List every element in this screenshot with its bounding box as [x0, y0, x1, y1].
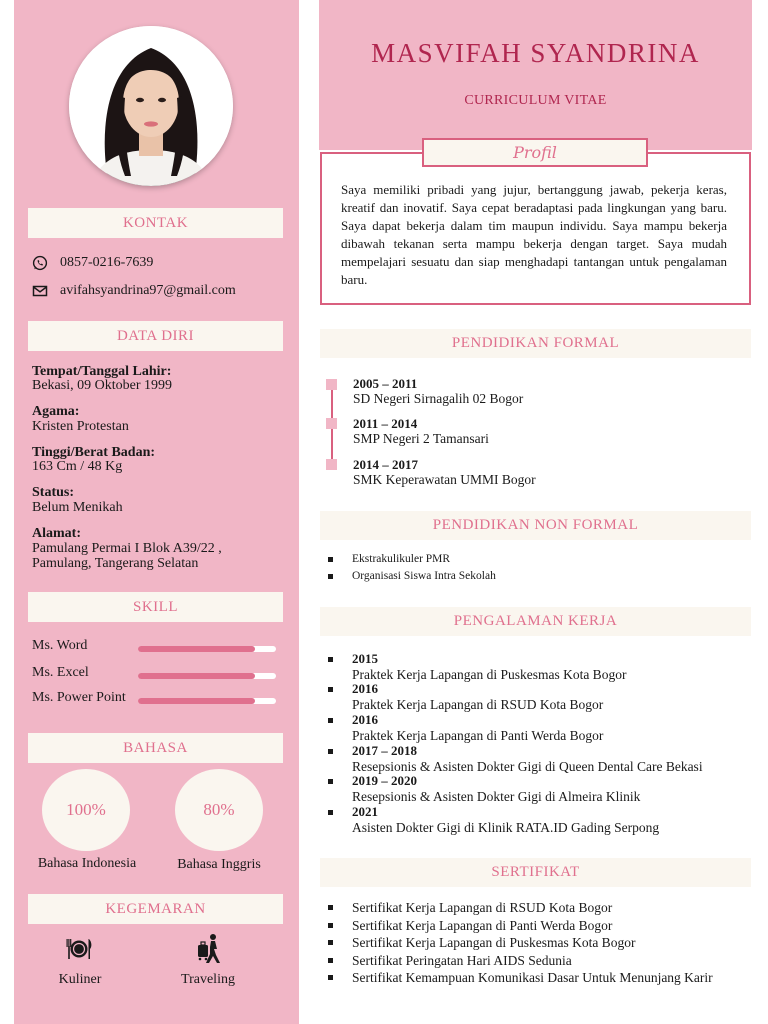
- skill-name-powerpoint: Ms. Power Point: [32, 690, 126, 705]
- height-weight-label: Tinggi/Berat Badan:: [32, 445, 156, 460]
- work-year: 2019 – 2020: [352, 773, 417, 788]
- language-name-english: Bahasa Inggris: [177, 857, 261, 872]
- whatsapp-icon: [32, 255, 48, 271]
- work-item: [328, 773, 748, 804]
- phone-number: 0857-0216-7639: [60, 255, 154, 270]
- status-label: Status:: [32, 485, 75, 500]
- bahasa-heading: BAHASA: [28, 733, 283, 763]
- work-item: [328, 712, 748, 743]
- education-years: 2014 – 2017: [353, 457, 418, 472]
- education-school: SMK Keperawatan UMMI Bogor: [353, 472, 536, 487]
- hobby-name-kuliner: Kuliner: [58, 972, 102, 987]
- address-label: Alamat:: [32, 526, 81, 541]
- kegemaran-heading: KEGEMARAN: [28, 894, 283, 924]
- work-description: Praktek Kerja Lapangan di RSUD Kota Bogor: [352, 696, 604, 712]
- bullet: [328, 779, 333, 784]
- list-item: Sertifikat Kerja Lapangan di Panti Werda Bogor: [328, 917, 713, 935]
- work-item: [328, 743, 748, 774]
- skill-bar-word: [138, 646, 276, 652]
- skill-bar-powerpoint: [138, 698, 276, 704]
- work-year: 2017 – 2018: [352, 743, 417, 758]
- bullet: [328, 810, 333, 815]
- birth-label: Tempat/Tanggal Lahir:: [32, 364, 172, 379]
- status-value: Belum Menikah: [32, 500, 123, 515]
- list-item: Sertifikat Kerja Lapangan di RSUD Kota Bogor: [328, 899, 713, 917]
- data-diri-heading: DATA DIRI: [28, 321, 283, 351]
- height-weight-value: 163 Cm / 48 Kg: [32, 459, 123, 474]
- work-item: [328, 681, 748, 712]
- list-item: Organisasi Siswa Intra Sekolah: [328, 568, 496, 585]
- religion-label: Agama:: [32, 404, 80, 419]
- bullet: [328, 718, 333, 723]
- email-row: [32, 283, 236, 299]
- skill-fill: [138, 646, 255, 652]
- skill-bar-excel: [138, 673, 276, 679]
- header-band: [319, 0, 752, 150]
- work-description: Resepsionis & Asisten Dokter Gigi di Almeira Klinik: [352, 788, 641, 804]
- person-name: MASVIFAH SYANDRINA: [371, 38, 700, 68]
- timeline-dot: [326, 379, 337, 390]
- sertifikat-heading: SERTIFIKAT: [320, 858, 751, 887]
- pendidikan-formal-heading: PENDIDIKAN FORMAL: [320, 329, 751, 358]
- skill-fill: [138, 698, 255, 704]
- work-year: 2015: [352, 651, 378, 666]
- skill-heading: SKILL: [28, 592, 283, 622]
- mail-icon: [32, 283, 48, 299]
- profil-text: Saya memiliki pribadi yang jujur, bertanggung jawab, pekerja keras, kreatif dan inovatif. Saya cepat beradaptasi pada lingkungan yang baru. Saya dapat bekerja dalam tim maupun individu. Saya mampu bekerja dibawah tekanan serta mampu bekerja dengan target. Saya mudah mempelajari sesuatu dan siap menghadapi tantangan untuk pengalaman baru.: [341, 182, 727, 287]
- work-description: Asisten Dokter Gigi di Klinik RATA.ID Gading Serpong: [352, 819, 660, 835]
- non-formal-list: [328, 551, 496, 584]
- work-year: 2021: [352, 804, 378, 819]
- birth-value: Bekasi, 09 Oktober 1999: [32, 378, 172, 393]
- education-school: SD Negeri Sirnagalih 02 Bogor: [353, 391, 524, 406]
- work-item: [328, 651, 748, 682]
- sertifikat-list: [328, 899, 713, 987]
- work-year: 2016: [352, 681, 378, 696]
- bullet: [328, 687, 333, 692]
- education-years: 2005 – 2011: [353, 376, 418, 391]
- language-name-indonesia: Bahasa Indonesia: [37, 856, 137, 871]
- bullet: [328, 657, 333, 662]
- kontak-heading: KONTAK: [28, 208, 283, 238]
- language-percent-english: 80%: [175, 769, 263, 851]
- education-school: SMP Negeri 2 Tamansari: [353, 431, 489, 446]
- work-description: Praktek Kerja Lapangan di Puskesmas Kota Bogor: [352, 666, 627, 682]
- timeline-dot: [326, 459, 337, 470]
- document-subtitle: CURRICULUM VITAE: [464, 93, 607, 108]
- address-line-2: Pamulang, Tangerang Selatan: [32, 556, 199, 571]
- list-item: Sertifikat Kemampuan Komunikasi Dasar Untuk Menunjang Karir: [328, 969, 713, 987]
- timeline-dot: [326, 418, 337, 429]
- work-year: 2016: [352, 712, 378, 727]
- list-item: Sertifikat Kerja Lapangan di Puskesmas Kota Bogor: [328, 934, 713, 952]
- traveler-icon: [193, 933, 225, 970]
- education-years: 2011 – 2014: [353, 416, 418, 431]
- work-item: [328, 804, 748, 835]
- religion-value: Kristen Protestan: [32, 419, 129, 434]
- phone-row: [32, 255, 153, 271]
- profil-heading: Profil: [422, 138, 648, 167]
- list-item: Ekstrakulikuler PMR: [328, 551, 496, 568]
- skill-name-excel: Ms. Excel: [32, 665, 89, 680]
- pendidikan-non-formal-heading: PENDIDIKAN NON FORMAL: [320, 511, 751, 540]
- list-item: Sertifikat Peringatan Hari AIDS Sedunia: [328, 952, 713, 970]
- address-line-1: Pamulang Permai I Blok A39/22 ,: [32, 541, 222, 556]
- pengalaman-kerja-heading: PENGALAMAN KERJA: [320, 607, 751, 636]
- work-description: Praktek Kerja Lapangan di Panti Werda Bogor: [352, 727, 604, 743]
- skill-fill: [138, 673, 255, 679]
- work-description: Resepsionis & Asisten Dokter Gigi di Queen Dental Care Bekasi: [352, 758, 703, 774]
- dining-icon: [65, 935, 93, 968]
- profile-photo: [69, 26, 233, 186]
- skill-name-word: Ms. Word: [32, 638, 88, 653]
- email-address: avifahsyandrina97@gmail.com: [60, 283, 236, 298]
- sidebar: [14, 0, 299, 1024]
- bullet: [328, 749, 333, 754]
- language-percent-indonesia: 100%: [42, 769, 130, 851]
- hobby-name-traveling: Traveling: [181, 972, 235, 987]
